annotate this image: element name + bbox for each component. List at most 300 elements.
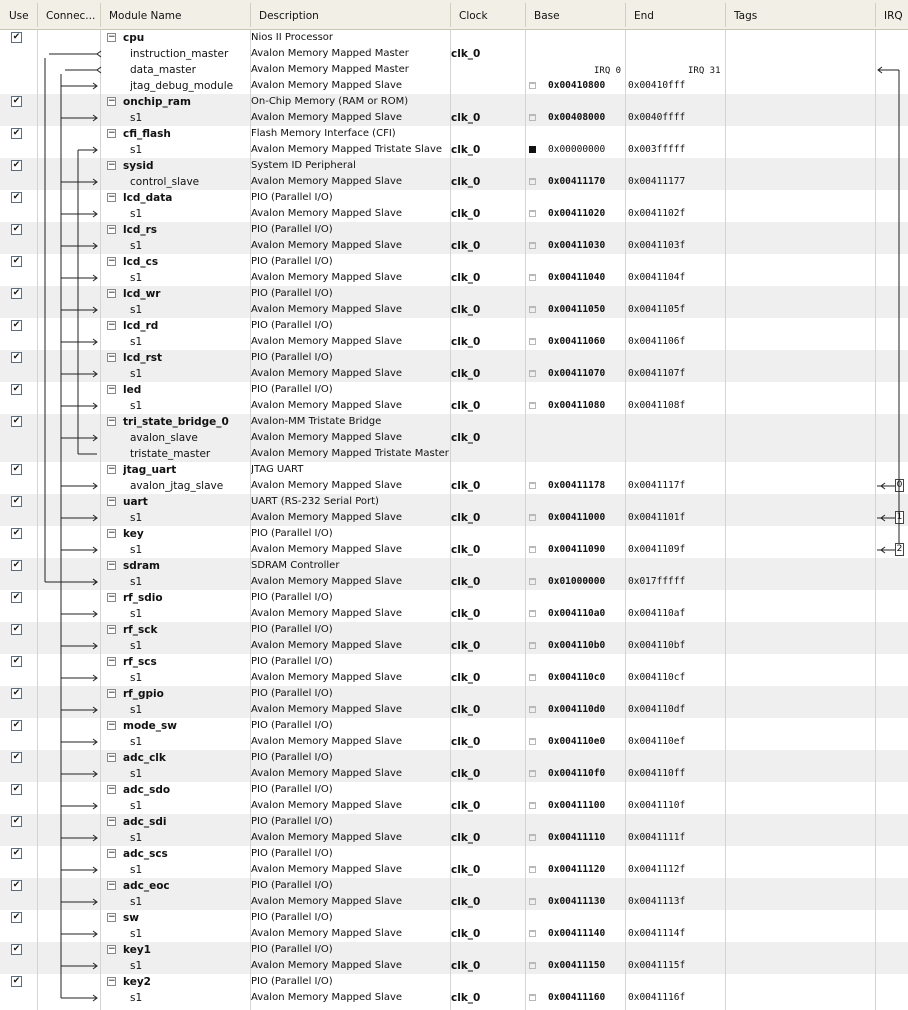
- clock-value[interactable]: clk_0: [451, 176, 481, 188]
- port-row[interactable]: [0, 110, 908, 126]
- port-row[interactable]: [0, 142, 908, 158]
- lock-open-icon[interactable]: [529, 674, 536, 681]
- use-checkbox[interactable]: ✔: [12, 496, 21, 506]
- irq-number-box[interactable]: 0: [896, 480, 903, 490]
- column-divider[interactable]: [875, 3, 876, 27]
- collapse-icon[interactable]: −: [108, 384, 116, 394]
- port-name: s1: [130, 896, 143, 908]
- port-name: s1: [130, 240, 143, 252]
- module-name: lcd_rst: [123, 352, 163, 364]
- use-checkbox[interactable]: ✔: [12, 384, 21, 394]
- module-row-key[interactable]: [0, 526, 908, 542]
- column-header-use[interactable]: Use: [9, 10, 29, 22]
- port-name: s1: [130, 272, 143, 284]
- collapse-icon[interactable]: −: [108, 688, 116, 698]
- base-address[interactable]: 0x004110b0: [548, 640, 606, 651]
- port-row[interactable]: [0, 894, 908, 910]
- column-header-tags[interactable]: Tags: [734, 10, 758, 22]
- port-description: Avalon Memory Mapped Slave: [251, 576, 403, 587]
- grid-line: [725, 30, 726, 1010]
- port-name: s1: [130, 576, 143, 588]
- port-row[interactable]: [0, 926, 908, 942]
- module-row-uart[interactable]: [0, 494, 908, 510]
- use-checkbox[interactable]: ✔: [12, 464, 21, 474]
- module-description: PIO (Parallel I/O): [251, 624, 333, 635]
- module-row-adc-clk[interactable]: [0, 750, 908, 766]
- base-address[interactable]: 0x00411160: [548, 992, 606, 1003]
- module-row-rf-scs[interactable]: [0, 654, 908, 670]
- port-row[interactable]: [0, 670, 908, 686]
- collapse-icon[interactable]: −: [108, 192, 116, 202]
- module-description: PIO (Parallel I/O): [251, 528, 333, 539]
- port-name: avalon_slave: [130, 432, 198, 444]
- use-checkbox[interactable]: ✔: [12, 192, 21, 202]
- collapse-icon[interactable]: −: [108, 720, 116, 730]
- clock-value[interactable]: clk_0: [451, 928, 481, 940]
- port-description: Avalon Memory Mapped Slave: [251, 672, 403, 683]
- module-name: adc_sdo: [123, 784, 171, 796]
- port-row[interactable]: [0, 238, 908, 254]
- irq-number-box[interactable]: 1: [896, 512, 903, 522]
- lock-open-icon[interactable]: [529, 210, 536, 217]
- module-description: Avalon-MM Tristate Bridge: [251, 416, 382, 427]
- port-row[interactable]: [0, 430, 908, 446]
- base-address[interactable]: 0x00411170: [548, 176, 606, 187]
- port-name: s1: [130, 544, 143, 556]
- base-address[interactable]: 0x00411110: [548, 832, 606, 843]
- end-address: 0x0041101f: [628, 512, 686, 523]
- use-checkbox[interactable]: ✔: [12, 592, 21, 602]
- base-address[interactable]: 0x00411178: [548, 480, 606, 491]
- port-name: s1: [130, 400, 143, 412]
- collapse-icon[interactable]: −: [108, 224, 116, 234]
- port-row[interactable]: [0, 766, 908, 782]
- use-checkbox[interactable]: ✔: [12, 96, 21, 106]
- port-row[interactable]: [0, 478, 908, 494]
- module-description: PIO (Parallel I/O): [251, 944, 333, 955]
- module-row-rf-sck[interactable]: [0, 622, 908, 638]
- module-row-lcd-wr[interactable]: [0, 286, 908, 302]
- module-row-lcd-rs[interactable]: [0, 222, 908, 238]
- port-row[interactable]: [0, 638, 908, 654]
- port-row[interactable]: [0, 734, 908, 750]
- module-description: PIO (Parallel I/O): [251, 352, 333, 363]
- end-address: 0x0041109f: [628, 544, 686, 555]
- module-row-jtag-uart[interactable]: [0, 462, 908, 478]
- collapse-icon[interactable]: −: [108, 528, 116, 538]
- use-checkbox[interactable]: ✔: [12, 288, 21, 298]
- module-name: adc_scs: [123, 848, 168, 860]
- grid-line: [250, 30, 251, 1010]
- module-row-led[interactable]: [0, 382, 908, 398]
- lock-open-icon[interactable]: [529, 642, 536, 649]
- column-divider[interactable]: [37, 3, 38, 27]
- port-name: s1: [130, 304, 143, 316]
- module-row-cfi-flash[interactable]: [0, 126, 908, 142]
- clock-value[interactable]: clk_0: [451, 864, 481, 876]
- clock-value[interactable]: clk_0: [451, 112, 481, 124]
- module-name: uart: [123, 496, 148, 508]
- base-address[interactable]: 0x00410800: [548, 80, 606, 91]
- irq-number-box[interactable]: 2: [896, 544, 903, 554]
- column-header-module-name[interactable]: Module Name: [109, 10, 182, 22]
- use-checkbox[interactable]: ✔: [12, 816, 21, 826]
- lock-open-icon[interactable]: [529, 962, 536, 969]
- lock-open-icon[interactable]: [529, 706, 536, 713]
- lock-closed-icon[interactable]: [529, 146, 536, 153]
- use-checkbox[interactable]: ✔: [12, 160, 21, 170]
- collapse-icon[interactable]: −: [108, 320, 116, 330]
- collapse-icon[interactable]: −: [108, 624, 116, 634]
- collapse-icon[interactable]: −: [108, 256, 116, 266]
- port-row[interactable]: [0, 270, 908, 286]
- column-header-base[interactable]: Base: [534, 10, 560, 22]
- clock-value[interactable]: clk_0: [451, 640, 481, 652]
- port-row[interactable]: [0, 606, 908, 622]
- base-address[interactable]: 0x00408000: [548, 112, 606, 123]
- base-address[interactable]: 0x004110f0: [548, 768, 606, 779]
- use-checkbox[interactable]: ✔: [12, 688, 21, 698]
- base-address[interactable]: 0x01000000: [548, 576, 606, 587]
- module-row-sysid[interactable]: [0, 158, 908, 174]
- clock-value[interactable]: clk_0: [451, 544, 481, 556]
- lock-open-icon[interactable]: [529, 802, 536, 809]
- port-row[interactable]: [0, 990, 908, 1006]
- module-name: lcd_cs: [123, 256, 159, 268]
- port-name: s1: [130, 640, 143, 652]
- lock-open-icon[interactable]: [529, 930, 536, 937]
- port-name: s1: [130, 208, 143, 220]
- lock-open-icon[interactable]: [529, 514, 536, 521]
- module-description: System ID Peripheral: [251, 160, 356, 171]
- collapse-icon[interactable]: −: [108, 752, 116, 762]
- collapse-icon[interactable]: −: [108, 816, 116, 826]
- port-description: Avalon Memory Mapped Master: [251, 64, 409, 75]
- clock-value[interactable]: clk_0: [451, 704, 481, 716]
- base-address[interactable]: 0x00411030: [548, 240, 606, 251]
- clock-value[interactable]: clk_0: [451, 240, 481, 252]
- module-row-tri-state-bridge-0[interactable]: [0, 414, 908, 430]
- base-address[interactable]: 0x00411000: [548, 512, 606, 523]
- lock-open-icon[interactable]: [529, 274, 536, 281]
- column-divider[interactable]: [725, 3, 726, 27]
- clock-value[interactable]: clk_0: [451, 896, 481, 908]
- use-checkbox[interactable]: ✔: [12, 912, 21, 922]
- use-checkbox[interactable]: ✔: [12, 880, 21, 890]
- base-address[interactable]: 0x004110e0: [548, 736, 606, 747]
- column-divider[interactable]: [625, 3, 626, 27]
- end-address: 0x0041103f: [628, 240, 686, 251]
- use-checkbox[interactable]: ✔: [12, 320, 21, 330]
- column-header-end[interactable]: End: [634, 10, 654, 22]
- end-address: 0x004110af: [628, 608, 686, 619]
- module-row-rf-gpio[interactable]: [0, 686, 908, 702]
- module-row-adc-sdi[interactable]: [0, 814, 908, 830]
- port-row[interactable]: [0, 206, 908, 222]
- port-row[interactable]: [0, 46, 908, 62]
- port-description: Avalon Memory Mapped Slave: [251, 80, 403, 91]
- grid-line: [525, 30, 526, 1010]
- port-row[interactable]: [0, 302, 908, 318]
- collapse-icon[interactable]: −: [108, 96, 116, 106]
- base-address[interactable]: 0x00411060: [548, 336, 606, 347]
- use-checkbox[interactable]: ✔: [12, 848, 21, 858]
- clock-value[interactable]: clk_0: [451, 400, 481, 412]
- module-row-lcd-rd[interactable]: [0, 318, 908, 334]
- collapse-icon[interactable]: −: [108, 944, 116, 954]
- column-divider[interactable]: [100, 3, 101, 27]
- lock-open-icon[interactable]: [529, 82, 536, 89]
- port-name: s1: [130, 608, 143, 620]
- collapse-icon[interactable]: −: [108, 848, 116, 858]
- base-address[interactable]: 0x00411150: [548, 960, 606, 971]
- module-row-sw[interactable]: [0, 910, 908, 926]
- column-header-description[interactable]: Description: [259, 10, 319, 22]
- clock-value[interactable]: clk_0: [451, 304, 481, 316]
- collapse-icon[interactable]: −: [108, 560, 116, 570]
- module-name: cpu: [123, 32, 145, 44]
- module-row-lcd-cs[interactable]: [0, 254, 908, 270]
- base-address[interactable]: 0x00411050: [548, 304, 606, 315]
- lock-open-icon[interactable]: [529, 866, 536, 873]
- collapse-icon[interactable]: −: [108, 352, 116, 362]
- use-checkbox[interactable]: ✔: [12, 224, 21, 234]
- end-address: 0x0041110f: [628, 800, 686, 811]
- module-row-sdram[interactable]: [0, 558, 908, 574]
- end-address: 0x0041111f: [628, 832, 686, 843]
- module-description: PIO (Parallel I/O): [251, 912, 333, 923]
- port-name: s1: [130, 368, 143, 380]
- port-description: Avalon Memory Mapped Tristate Master: [251, 448, 449, 459]
- collapse-icon[interactable]: −: [108, 32, 116, 42]
- clock-value[interactable]: clk_0: [451, 432, 481, 444]
- use-checkbox[interactable]: ✔: [12, 32, 21, 42]
- port-name: s1: [130, 832, 143, 844]
- column-header-connections[interactable]: Connec...: [46, 10, 96, 22]
- lock-open-icon[interactable]: [529, 402, 536, 409]
- base-address[interactable]: 0x004110d0: [548, 704, 606, 715]
- module-row-cpu[interactable]: [0, 30, 908, 46]
- clock-value[interactable]: clk_0: [451, 144, 481, 156]
- port-description: Avalon Memory Mapped Slave: [251, 400, 403, 411]
- lock-open-icon[interactable]: [529, 242, 536, 249]
- port-row[interactable]: [0, 542, 908, 558]
- module-description: PIO (Parallel I/O): [251, 688, 333, 699]
- clock-value[interactable]: clk_0: [451, 672, 481, 684]
- lock-open-icon[interactable]: [529, 834, 536, 841]
- port-row[interactable]: [0, 574, 908, 590]
- port-description: Avalon Memory Mapped Master: [251, 48, 409, 59]
- module-name: key: [123, 528, 144, 540]
- port-name: s1: [130, 112, 143, 124]
- base-address[interactable]: 0x004110a0: [548, 608, 606, 619]
- port-row[interactable]: [0, 830, 908, 846]
- collapse-icon[interactable]: −: [108, 592, 116, 602]
- lock-open-icon[interactable]: [529, 898, 536, 905]
- module-description: JTAG UART: [251, 464, 304, 475]
- use-checkbox[interactable]: ✔: [12, 784, 21, 794]
- port-name: s1: [130, 992, 143, 1004]
- module-row-rf-sdio[interactable]: [0, 590, 908, 606]
- module-row-mode-sw[interactable]: [0, 718, 908, 734]
- module-description: SDRAM Controller: [251, 560, 340, 571]
- port-row[interactable]: [0, 446, 908, 462]
- module-row-key2[interactable]: [0, 974, 908, 990]
- port-description: Avalon Memory Mapped Slave: [251, 336, 403, 347]
- module-name: cfi_flash: [123, 128, 171, 140]
- module-name: lcd_rd: [123, 320, 159, 332]
- lock-open-icon[interactable]: [529, 578, 536, 585]
- lock-open-icon[interactable]: [529, 738, 536, 745]
- end-address: 0x0041116f: [628, 992, 686, 1003]
- base-address[interactable]: 0x00411020: [548, 208, 606, 219]
- lock-open-icon[interactable]: [529, 610, 536, 617]
- module-name: rf_gpio: [123, 688, 164, 700]
- lock-open-icon[interactable]: [529, 338, 536, 345]
- port-description: Avalon Memory Mapped Slave: [251, 832, 403, 843]
- base-address[interactable]: 0x00411090: [548, 544, 606, 555]
- module-row-key1[interactable]: [0, 942, 908, 958]
- module-description: PIO (Parallel I/O): [251, 880, 333, 891]
- module-name: led: [123, 384, 142, 396]
- column-header-clock[interactable]: Clock: [459, 10, 488, 22]
- column-divider[interactable]: [525, 3, 526, 27]
- use-checkbox[interactable]: ✔: [12, 752, 21, 762]
- clock-value[interactable]: clk_0: [451, 992, 481, 1004]
- lock-open-icon[interactable]: [529, 546, 536, 553]
- base-address[interactable]: 0x00411080: [548, 400, 606, 411]
- collapse-icon[interactable]: −: [108, 656, 116, 666]
- port-row[interactable]: [0, 798, 908, 814]
- port-row[interactable]: [0, 702, 908, 718]
- end-address: 0x0041114f: [628, 928, 686, 939]
- collapse-icon[interactable]: −: [108, 976, 116, 986]
- collapse-icon[interactable]: −: [108, 464, 116, 474]
- port-row[interactable]: [0, 510, 908, 526]
- clock-value[interactable]: clk_0: [451, 800, 481, 812]
- clock-value[interactable]: clk_0: [451, 736, 481, 748]
- module-row-lcd-data[interactable]: [0, 190, 908, 206]
- use-checkbox[interactable]: ✔: [12, 560, 21, 570]
- module-name: adc_sdi: [123, 816, 167, 828]
- base-address[interactable]: 0x00411140: [548, 928, 606, 939]
- module-row-lcd-rst[interactable]: [0, 350, 908, 366]
- collapse-icon[interactable]: −: [108, 160, 116, 170]
- port-description: Avalon Memory Mapped Slave: [251, 640, 403, 651]
- port-description: Avalon Memory Mapped Slave: [251, 960, 403, 971]
- clock-value[interactable]: clk_0: [451, 48, 481, 60]
- clock-value[interactable]: clk_0: [451, 272, 481, 284]
- clock-value[interactable]: clk_0: [451, 960, 481, 972]
- clock-value[interactable]: clk_0: [451, 208, 481, 220]
- module-name: sysid: [123, 160, 154, 172]
- port-description: Avalon Memory Mapped Slave: [251, 704, 403, 715]
- irq-end-label: IRQ 31: [688, 66, 721, 76]
- use-checkbox[interactable]: ✔: [12, 976, 21, 986]
- base-address[interactable]: 0x004110c0: [548, 672, 606, 683]
- clock-value[interactable]: clk_0: [451, 368, 481, 380]
- port-name: avalon_jtag_slave: [130, 480, 224, 492]
- lock-open-icon[interactable]: [529, 178, 536, 185]
- lock-open-icon[interactable]: [529, 306, 536, 313]
- collapse-icon[interactable]: −: [108, 912, 116, 922]
- module-description: PIO (Parallel I/O): [251, 592, 333, 603]
- module-row-onchip-ram[interactable]: [0, 94, 908, 110]
- port-row[interactable]: [0, 398, 908, 414]
- module-description: PIO (Parallel I/O): [251, 816, 333, 827]
- end-address: 0x0041115f: [628, 960, 686, 971]
- column-divider[interactable]: [450, 3, 451, 27]
- lock-open-icon[interactable]: [529, 370, 536, 377]
- port-row[interactable]: [0, 958, 908, 974]
- collapse-icon[interactable]: −: [108, 784, 116, 794]
- base-address[interactable]: 0x00411130: [548, 896, 606, 907]
- clock-value[interactable]: clk_0: [451, 512, 481, 524]
- collapse-icon[interactable]: −: [108, 880, 116, 890]
- module-name: rf_scs: [123, 656, 157, 668]
- module-row-adc-scs[interactable]: [0, 846, 908, 862]
- base-address[interactable]: 0x00000000: [548, 144, 606, 155]
- port-row[interactable]: [0, 366, 908, 382]
- module-description: PIO (Parallel I/O): [251, 720, 333, 731]
- column-header-irq[interactable]: IRQ: [884, 10, 903, 22]
- clock-value[interactable]: clk_0: [451, 576, 481, 588]
- module-row-adc-sdo[interactable]: [0, 782, 908, 798]
- port-row[interactable]: [0, 862, 908, 878]
- collapse-icon[interactable]: −: [108, 128, 116, 138]
- end-address: 0x0041113f: [628, 896, 686, 907]
- use-checkbox[interactable]: ✔: [12, 944, 21, 954]
- module-row-adc-eoc[interactable]: [0, 878, 908, 894]
- use-checkbox[interactable]: ✔: [12, 720, 21, 730]
- clock-value[interactable]: clk_0: [451, 336, 481, 348]
- end-address: 0x0041104f: [628, 272, 686, 283]
- use-checkbox[interactable]: ✔: [12, 656, 21, 666]
- base-address[interactable]: 0x00411070: [548, 368, 606, 379]
- use-checkbox[interactable]: ✔: [12, 528, 21, 538]
- use-checkbox[interactable]: ✔: [12, 256, 21, 266]
- module-name: sdram: [123, 560, 160, 572]
- port-row[interactable]: [0, 78, 908, 94]
- use-checkbox[interactable]: ✔: [12, 416, 21, 426]
- end-address: 0x00411177: [628, 176, 686, 187]
- use-checkbox[interactable]: ✔: [12, 352, 21, 362]
- lock-open-icon[interactable]: [529, 114, 536, 121]
- use-checkbox[interactable]: ✔: [12, 128, 21, 138]
- collapse-icon[interactable]: −: [108, 496, 116, 506]
- module-name: lcd_rs: [123, 224, 158, 236]
- base-address[interactable]: 0x00411040: [548, 272, 606, 283]
- clock-value[interactable]: clk_0: [451, 480, 481, 492]
- port-row[interactable]: [0, 62, 908, 78]
- column-divider[interactable]: [250, 3, 251, 27]
- lock-open-icon[interactable]: [529, 770, 536, 777]
- collapse-icon[interactable]: −: [108, 288, 116, 298]
- clock-value[interactable]: clk_0: [451, 608, 481, 620]
- collapse-icon[interactable]: −: [108, 416, 116, 426]
- clock-value[interactable]: clk_0: [451, 768, 481, 780]
- port-name: s1: [130, 336, 143, 348]
- clock-value[interactable]: clk_0: [451, 832, 481, 844]
- port-row[interactable]: [0, 334, 908, 350]
- lock-open-icon[interactable]: [529, 482, 536, 489]
- port-row[interactable]: [0, 174, 908, 190]
- module-description: PIO (Parallel I/O): [251, 976, 333, 987]
- base-address[interactable]: 0x00411100: [548, 800, 606, 811]
- use-checkbox[interactable]: ✔: [12, 624, 21, 634]
- base-address[interactable]: 0x00411120: [548, 864, 606, 875]
- lock-open-icon[interactable]: [529, 994, 536, 1001]
